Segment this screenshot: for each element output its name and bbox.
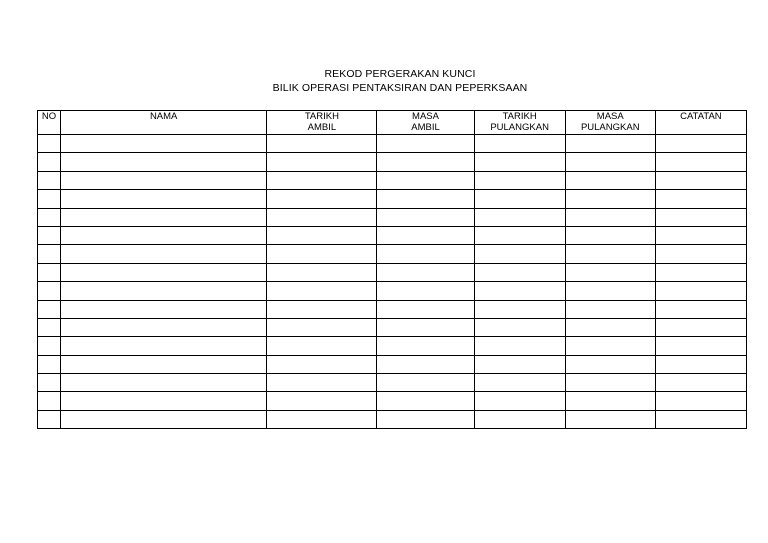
header-tarikh-ambil-line1: TARIKH [304, 111, 339, 122]
cell-catatan[interactable] [655, 135, 746, 153]
cell-no[interactable] [38, 263, 61, 281]
cell-masa-ambil[interactable] [377, 300, 474, 318]
cell-no[interactable] [38, 208, 61, 226]
table-row [38, 190, 747, 208]
header-masa-ambil-line1: MASA [412, 111, 439, 122]
cell-tarikh-ambil[interactable] [267, 245, 377, 263]
cell-masa-pulangkan[interactable] [565, 190, 655, 208]
table-row [38, 337, 747, 355]
cell-tarikh-ambil[interactable] [267, 355, 377, 373]
cell-no[interactable] [38, 226, 61, 244]
cell-no[interactable] [38, 190, 61, 208]
cell-tarikh-ambil[interactable] [267, 208, 377, 226]
cell-nama[interactable] [61, 208, 267, 226]
cell-tarikh-ambil[interactable] [267, 410, 377, 428]
cell-masa-pulangkan[interactable] [565, 135, 655, 153]
cell-nama[interactable] [61, 337, 267, 355]
cell-catatan[interactable] [655, 263, 746, 281]
key-movement-table [37, 110, 747, 429]
cell-masa-ambil[interactable] [377, 153, 474, 171]
cell-masa-ambil[interactable] [377, 245, 474, 263]
cell-tarikh-pulangkan[interactable] [474, 282, 565, 300]
cell-masa-ambil[interactable] [377, 282, 474, 300]
cell-no[interactable] [38, 410, 61, 428]
cell-catatan[interactable] [655, 226, 746, 244]
cell-masa-pulangkan[interactable] [565, 263, 655, 281]
header-tarikh-pulangkan-line2: PULANGKAN [490, 122, 549, 133]
cell-catatan[interactable] [655, 318, 746, 336]
header-tarikh-pulangkan [474, 111, 565, 135]
cell-nama[interactable] [61, 318, 267, 336]
cell-nama[interactable] [61, 392, 267, 410]
cell-tarikh-pulangkan[interactable] [474, 245, 565, 263]
cell-tarikh-pulangkan[interactable] [474, 135, 565, 153]
cell-tarikh-ambil[interactable] [267, 337, 377, 355]
cell-tarikh-pulangkan[interactable] [474, 153, 565, 171]
cell-nama[interactable] [61, 226, 267, 244]
cell-nama[interactable] [61, 245, 267, 263]
header-catatan [655, 111, 746, 135]
header-nama [61, 111, 267, 135]
cell-tarikh-ambil[interactable] [267, 318, 377, 336]
cell-no[interactable] [38, 355, 61, 373]
cell-tarikh-ambil[interactable] [267, 282, 377, 300]
cell-no[interactable] [38, 392, 61, 410]
cell-no[interactable] [38, 171, 61, 189]
cell-catatan[interactable] [655, 245, 746, 263]
table-row [38, 392, 747, 410]
cell-catatan[interactable] [655, 190, 746, 208]
cell-tarikh-pulangkan[interactable] [474, 410, 565, 428]
cell-masa-ambil[interactable] [377, 392, 474, 410]
table-row [38, 374, 747, 392]
cell-tarikh-pulangkan[interactable] [474, 190, 565, 208]
cell-tarikh-ambil[interactable] [267, 226, 377, 244]
cell-masa-ambil[interactable] [377, 171, 474, 189]
cell-masa-pulangkan[interactable] [565, 245, 655, 263]
cell-nama[interactable] [61, 300, 267, 318]
cell-catatan[interactable] [655, 337, 746, 355]
cell-masa-pulangkan[interactable] [565, 171, 655, 189]
cell-tarikh-pulangkan[interactable] [474, 392, 565, 410]
cell-masa-pulangkan[interactable] [565, 318, 655, 336]
cell-tarikh-pulangkan[interactable] [474, 263, 565, 281]
header-catatan-label: CATATAN [680, 111, 722, 122]
cell-catatan[interactable] [655, 300, 746, 318]
cell-masa-ambil[interactable] [377, 226, 474, 244]
cell-masa-pulangkan[interactable] [565, 208, 655, 226]
cell-catatan[interactable] [655, 392, 746, 410]
cell-nama[interactable] [61, 263, 267, 281]
cell-catatan[interactable] [655, 355, 746, 373]
cell-no[interactable] [38, 153, 61, 171]
header-masa-pulangkan-line1: MASA [596, 111, 624, 122]
cell-tarikh-pulangkan[interactable] [474, 171, 565, 189]
cell-nama[interactable] [61, 153, 267, 171]
table-row [38, 263, 747, 281]
cell-masa-ambil[interactable] [377, 208, 474, 226]
cell-masa-ambil[interactable] [377, 263, 474, 281]
cell-catatan[interactable] [655, 374, 746, 392]
table-row [38, 153, 747, 171]
cell-masa-ambil[interactable] [377, 135, 474, 153]
table-row [38, 208, 747, 226]
document-subtitle: BILIK OPERASI PENTAKSIRAN DAN PEPERKSAAN [272, 82, 528, 94]
cell-tarikh-pulangkan[interactable] [474, 355, 565, 373]
cell-tarikh-pulangkan[interactable] [474, 300, 565, 318]
cell-masa-ambil[interactable] [377, 318, 474, 336]
cell-nama[interactable] [61, 282, 267, 300]
header-tarikh-ambil-line2: AMBIL [307, 122, 337, 133]
cell-tarikh-pulangkan[interactable] [474, 374, 565, 392]
cell-catatan[interactable] [655, 171, 746, 189]
table-row [38, 226, 747, 244]
cell-masa-pulangkan[interactable] [565, 153, 655, 171]
header-masa-pulangkan [565, 111, 655, 135]
table-row [38, 282, 747, 300]
table-row [38, 355, 747, 373]
table-header-row [38, 111, 747, 135]
header-masa-ambil [377, 111, 474, 135]
cell-catatan[interactable] [655, 282, 746, 300]
cell-no[interactable] [38, 374, 61, 392]
header-no-label: NO [41, 111, 57, 122]
header-tarikh-ambil [267, 111, 377, 135]
cell-masa-pulangkan[interactable] [565, 226, 655, 244]
header-masa-ambil-line2: AMBIL [411, 122, 440, 133]
cell-catatan[interactable] [655, 208, 746, 226]
cell-no[interactable] [38, 318, 61, 336]
cell-no[interactable] [38, 135, 61, 153]
cell-tarikh-ambil[interactable] [267, 153, 377, 171]
table-row [38, 318, 747, 336]
cell-masa-ambil[interactable] [377, 410, 474, 428]
cell-masa-ambil[interactable] [377, 374, 474, 392]
cell-tarikh-ambil[interactable] [267, 171, 377, 189]
cell-tarikh-pulangkan[interactable] [474, 318, 565, 336]
cell-no[interactable] [38, 337, 61, 355]
cell-masa-ambil[interactable] [377, 337, 474, 355]
cell-masa-pulangkan[interactable] [565, 410, 655, 428]
cell-no[interactable] [38, 245, 61, 263]
cell-masa-pulangkan[interactable] [565, 374, 655, 392]
document-title: REKOD PERGERAKAN KUNCI [324, 68, 476, 80]
table-row [38, 245, 747, 263]
table-row [38, 171, 747, 189]
cell-nama[interactable] [61, 355, 267, 373]
header-masa-pulangkan-line2: PULANGKAN [580, 122, 640, 133]
cell-catatan[interactable] [655, 153, 746, 171]
cell-tarikh-pulangkan[interactable] [474, 337, 565, 355]
cell-masa-pulangkan[interactable] [565, 392, 655, 410]
table-row [38, 300, 747, 318]
cell-nama[interactable] [61, 190, 267, 208]
cell-masa-pulangkan[interactable] [565, 300, 655, 318]
cell-tarikh-ambil[interactable] [267, 300, 377, 318]
cell-tarikh-ambil[interactable] [267, 190, 377, 208]
cell-tarikh-ambil[interactable] [267, 392, 377, 410]
cell-tarikh-pulangkan[interactable] [474, 226, 565, 244]
cell-nama[interactable] [61, 374, 267, 392]
cell-catatan[interactable] [655, 410, 746, 428]
table-body [38, 135, 747, 429]
cell-masa-pulangkan[interactable] [565, 337, 655, 355]
cell-nama[interactable] [61, 410, 267, 428]
cell-nama[interactable] [61, 135, 267, 153]
cell-no[interactable] [38, 300, 61, 318]
table-row [38, 135, 747, 153]
cell-nama[interactable] [61, 171, 267, 189]
cell-tarikh-pulangkan[interactable] [474, 208, 565, 226]
cell-masa-ambil[interactable] [377, 190, 474, 208]
cell-masa-pulangkan[interactable] [565, 355, 655, 373]
cell-tarikh-ambil[interactable] [267, 374, 377, 392]
cell-no[interactable] [38, 282, 61, 300]
cell-tarikh-ambil[interactable] [267, 263, 377, 281]
header-nama-label: NAMA [149, 111, 178, 122]
header-no [38, 111, 61, 135]
header-tarikh-pulangkan-line1: TARIKH [502, 111, 537, 122]
table-row [38, 410, 747, 428]
cell-tarikh-ambil[interactable] [267, 135, 377, 153]
cell-masa-pulangkan[interactable] [565, 282, 655, 300]
cell-masa-ambil[interactable] [377, 355, 474, 373]
